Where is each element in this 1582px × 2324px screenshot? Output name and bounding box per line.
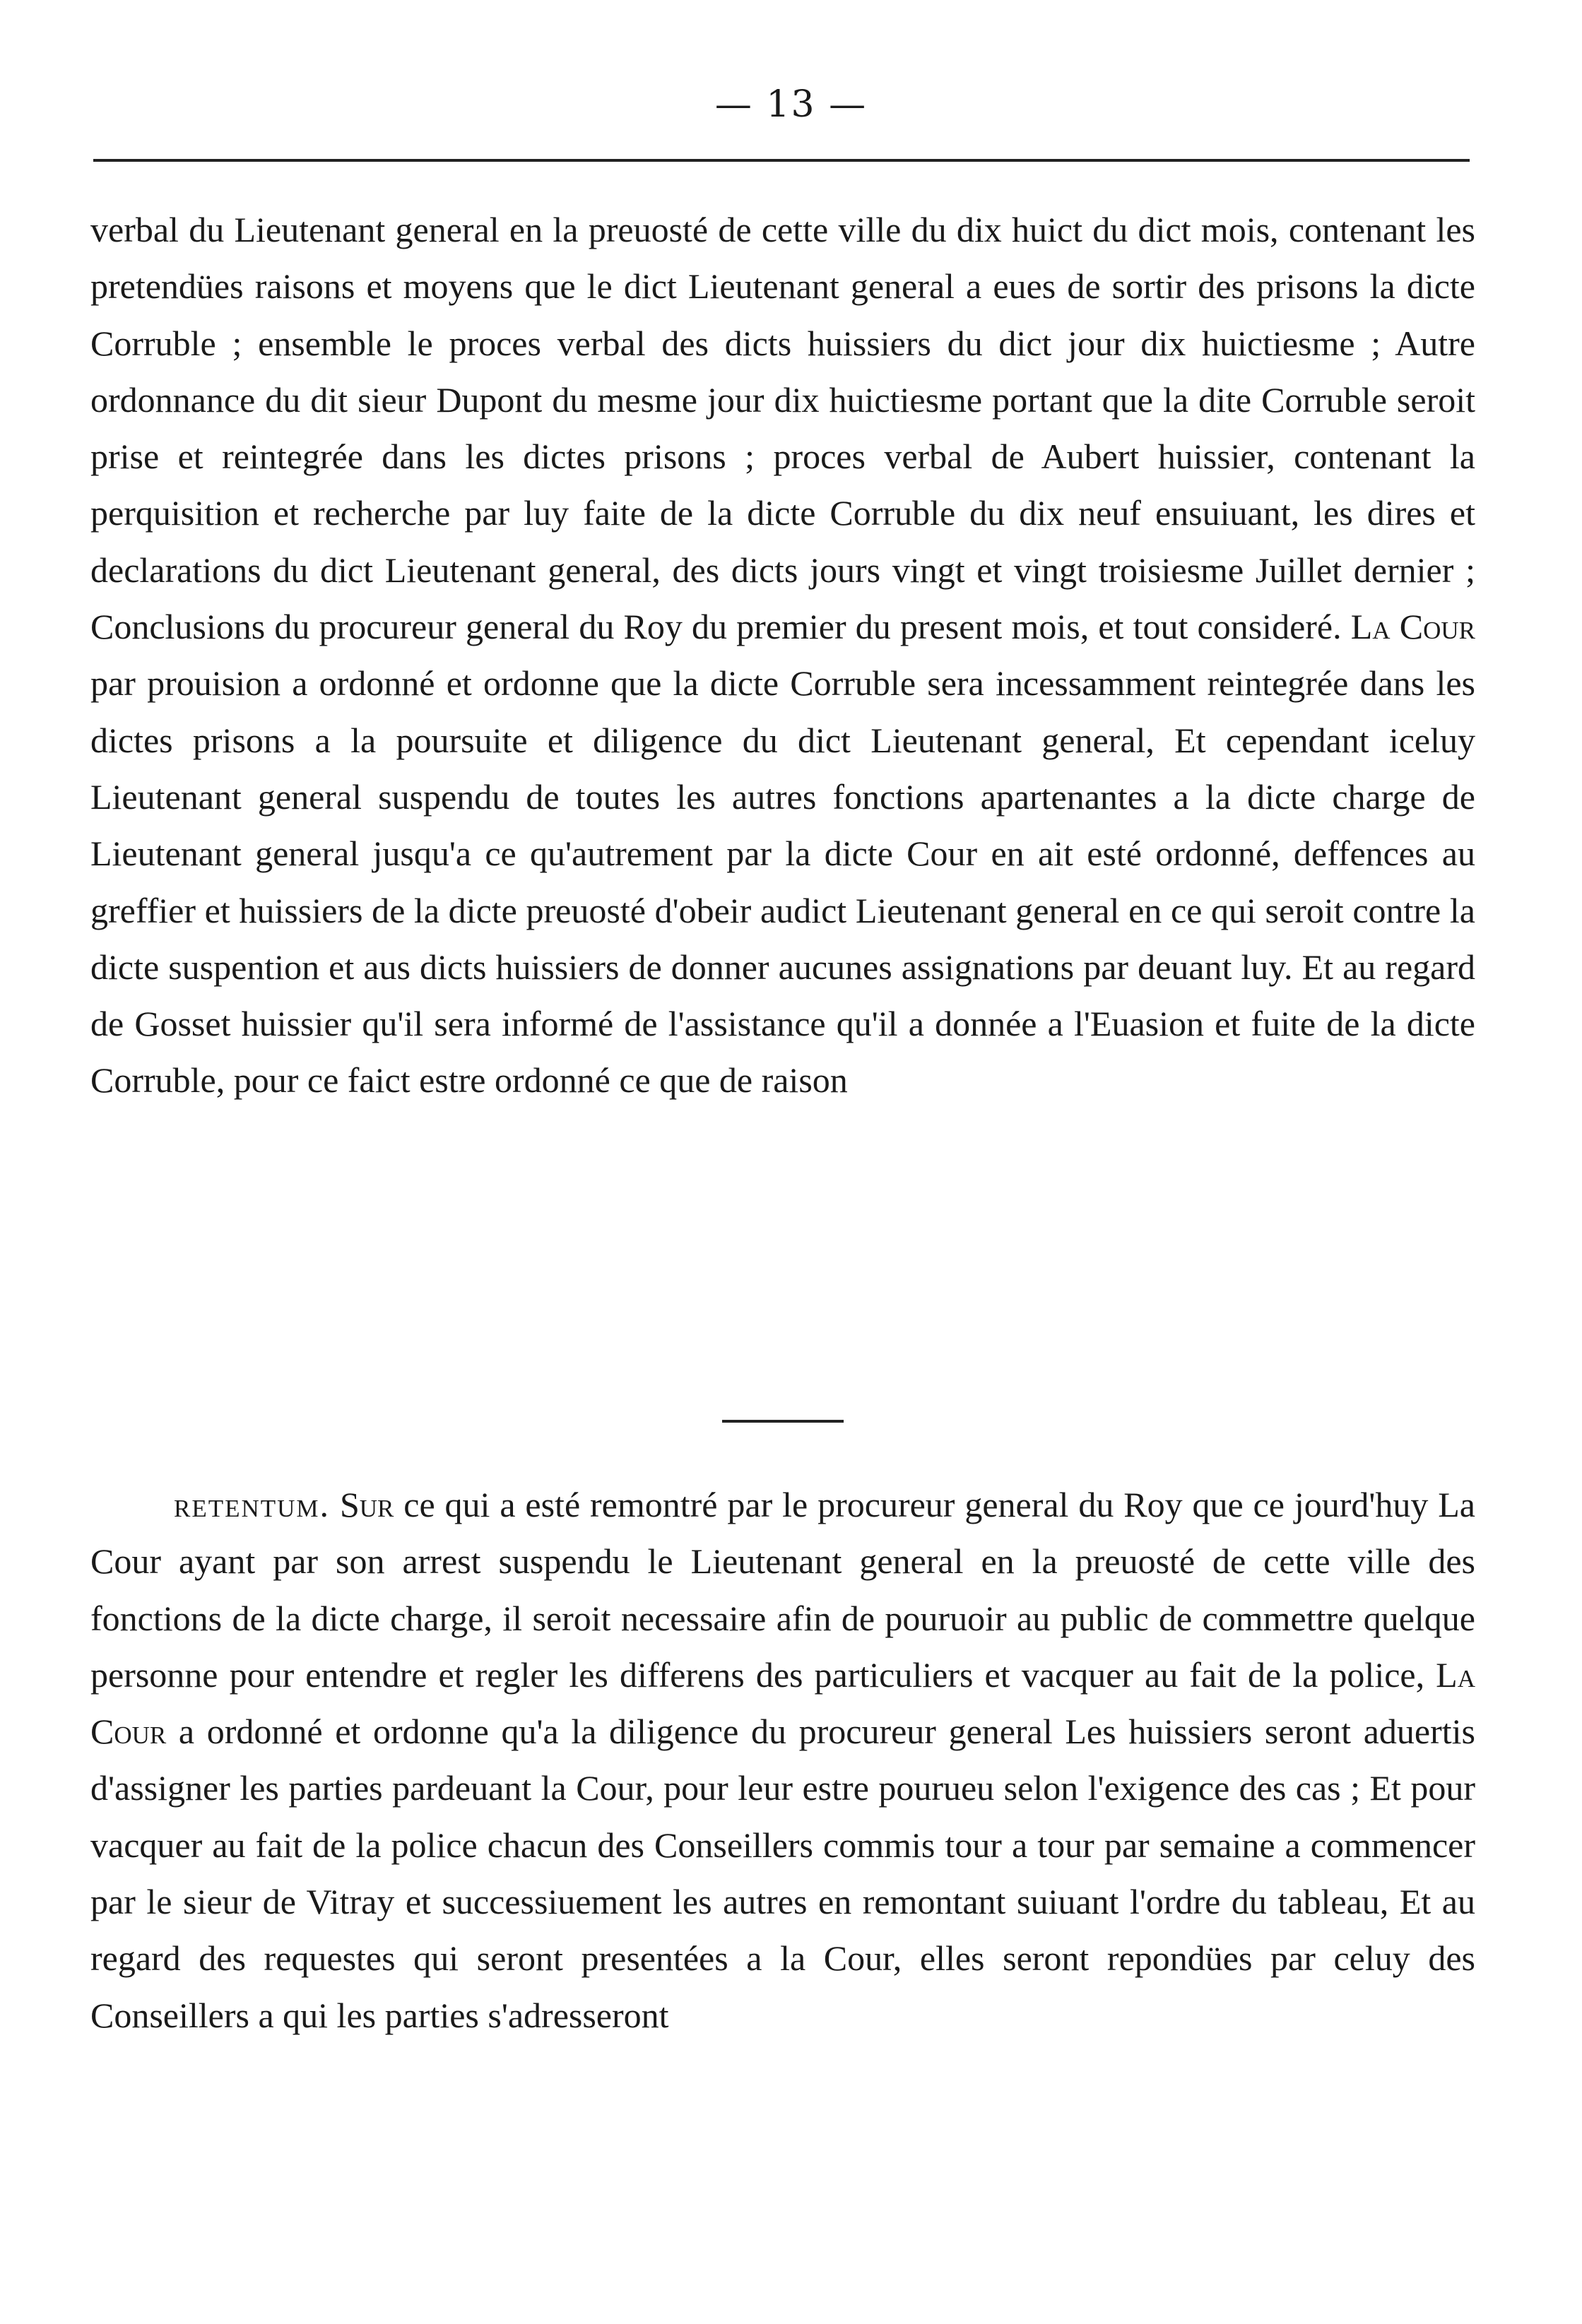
retentum-paragraph <box>90 1476 1475 2044</box>
ruling-text-decision: par prouision a ordonné et ordonne que la dicte Corruble sera incessamment reintegrée dans les dictes prisons a la poursuite et diligence du dict Lieutenant general, Et cependant iceluy Lieutenant general suspendu de toutes les autres fonctions apartenantes a la dicte charge de Lieutenant general jusqu'a ce qu'autrement par la dicte Cour en ait esté ordonné, deffences au greffier et huissiers de la dicte preuosté d'obeir audict Lieutenant general en ce qui seroit contre la dicte suspention et aus dicts huissiers de donner aucunes assignations par deuant luy. Et au regard de Gosset huissier qu'il sera informé de l'assistance qu'il a donnée a l'Euasion et fuite de la dicte Corruble, pour ce faict estre ordonné ce que de raison <box>90 663 1475 1101</box>
court-name: La Cour <box>90 1654 1475 1752</box>
court-ruling-paragraph <box>90 201 1475 1109</box>
retentum-sur: Sur <box>339 1485 394 1524</box>
retentum-text-opening: ce qui a esté remontré par le procureur general du Roy que ce jourd'huy La Cour ayant par son arrest suspendu le Lieutenant general en la preuosté de cette ville des fonctions de la dicte charge, il seroit necessaire afin de pouruoir au public de commettre quelque personne pour entendre et regler les differens des particuliers et vacquer au fait de la police, <box>90 1485 1475 1695</box>
retentum-heading: retentum. <box>174 1485 331 1524</box>
court-name: La Cour <box>1350 607 1475 647</box>
ruling-text-opening: verbal du Lieutenant general en la preuosté de cette ville du dix huict du dict mois, contenant les pretendües raisons et moyens que le dict Lieutenant general a eues de sortir des prisons la dicte Corruble ; ensemble le proces verbal des dicts huissiers du dict jour dix huictiesme ; Autre ordonnance du dit sieur Dupont du mesme jour dix huictiesme portant que la dite Corruble seroit prise et reintegrée dans les dictes prisons ; proces verbal de Aubert huissier, contenant la perquisition et recherche par luy faite de la dicte Corruble du dix neuf ensuiuant, les dires et declarations du dict Lieutenant general, des dicts jours vingt et vingt troisiesme Juillet dernier ; Conclusions du procureur general du Roy du premier du present mois, et tout consideré. <box>90 210 1475 647</box>
section-divider <box>722 1420 844 1423</box>
retentum-text-decision: a ordonné et ordonne qu'a la diligence du procureur general Les huissiers seront aduertis d'assigner les parties pardeuant la Cour, pour leur estre pourueu selon l'exigence des cas ; Et pour vacquer au fait de la police chacun des Conseillers commis tour a tour par semaine a commencer par le sieur de Vitray et successiuement les autres en remontant suiuant l'ordre du tableau, Et au regard des requestes qui seront presentées a la Cour, elles seront repondües par celuy des Conseillers a qui les parties s'adresseront <box>90 1712 1475 2035</box>
page-number: — 13 — <box>714 83 868 126</box>
header-rule <box>93 159 1470 162</box>
